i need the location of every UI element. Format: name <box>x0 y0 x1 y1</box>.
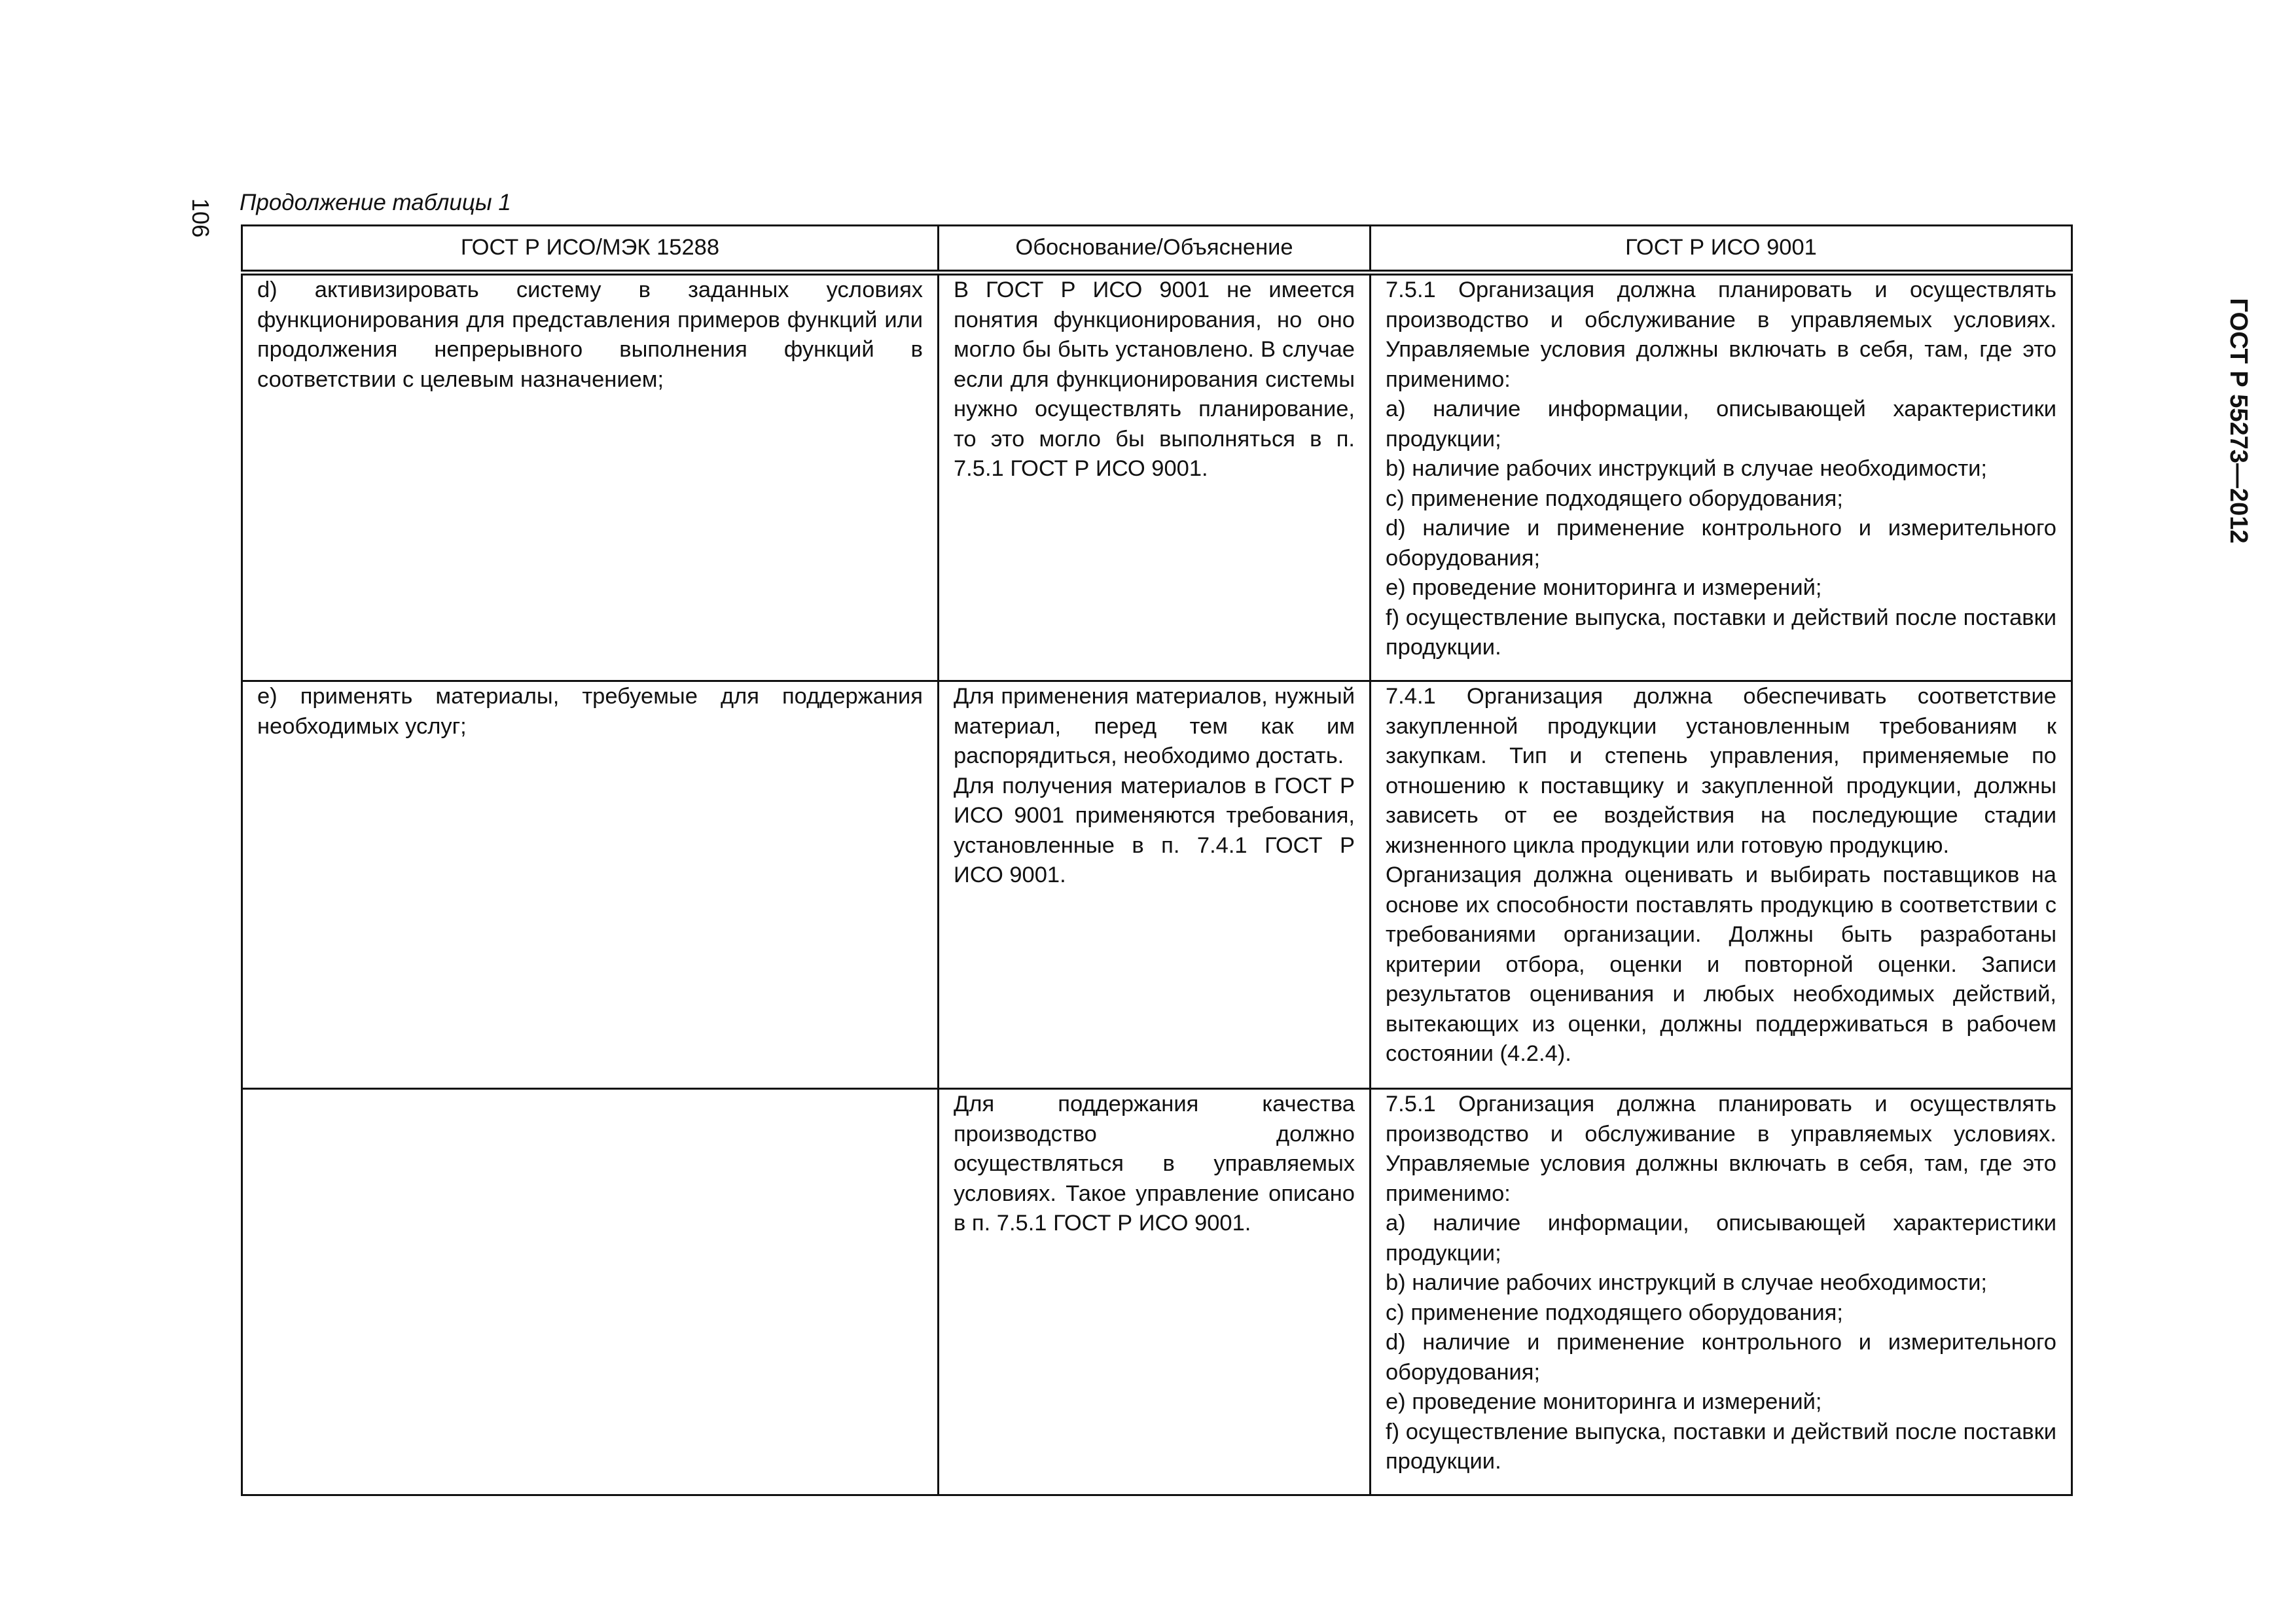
table-row <box>242 273 2072 681</box>
table-row <box>242 681 2072 1089</box>
comparison-table <box>241 224 2073 1496</box>
list-item: d) наличие и применение контрольного и измерительного оборудования; <box>1386 1330 2056 1385</box>
list-item: c) применение подходящего оборудования; <box>1386 1300 1843 1325</box>
table-header-row <box>242 226 2072 273</box>
cell-requirement: d) активизировать систему в заданных условиях функционирования для представления примеров функций или продолжения непрерывного выполнения функций в соответствии с целевым назначением; <box>242 273 939 681</box>
cell-requirement: е) применять материалы, требуемые для поддержания необходимых услуг; <box>242 681 939 1089</box>
header-iso-9001: ГОСТ Р ИСО 9001 <box>1371 226 2072 273</box>
paragraph: 7.5.1 Организация должна планировать и осуществлять производство и обслуживание в управляемых условиях. Управляемые условия должны включать в себя, там, где это применимо: <box>1386 277 2056 392</box>
table-row <box>242 1089 2072 1495</box>
list-item: b) наличие рабочих инструкций в случае необходимости; <box>1386 1270 1988 1295</box>
list-item: а) наличие информации, описывающей характеристики продукции; <box>1386 1211 2056 1266</box>
list-item: f) осуществление выпуска, поставки и действий после поставки продукции. <box>1386 1419 2056 1474</box>
cell-iso-9001 <box>1371 681 2072 1089</box>
paragraph: 7.5.1 Организация должна планировать и осуществлять производство и обслуживание в управляемых условиях. Управляемые условия должны включать в себя, там, где это применимо: <box>1386 1092 2056 1206</box>
page-number: 106 <box>187 198 215 238</box>
paragraph: Организация должна оценивать и выбирать поставщиков на основе их способности поставлять продукцию в соответствии с требованиями организации. Должны быть разработаны критерии отбора, оценки и повторной оценки. Записи результатов оценивания и любых необходимых действий, вытекающих из оценки, должны поддерживаться в рабочем состоянии (4.2.4). <box>1386 863 2056 1066</box>
paragraph: Для применения материалов, нужный материал, перед тем как им распорядиться, необходимо достать. <box>954 684 1355 768</box>
list-item: e) проведение мониторинга и измерений; <box>1386 1389 1822 1414</box>
cell-rationale <box>939 681 1371 1089</box>
cell-iso-9001 <box>1371 1089 2072 1495</box>
cell-rationale: В ГОСТ Р ИСО 9001 не имеется понятия функционирования, но оно могло бы быть установлено. В случае если для функционирования системы нужно осуществлять планирование, то это могло бы выполняться в п. 7.5.1 ГОСТ Р ИСО 9001. <box>939 273 1371 681</box>
list-item: f) осуществление выпуска, поставки и действий после поставки продукции. <box>1386 605 2056 660</box>
paragraph: Для получения материалов в ГОСТ Р ИСО 9001 применяются требования, установленные в п. 7.4.1 ГОСТ Р ИСО 9001. <box>954 773 1355 887</box>
standard-code: ГОСТ Р 55273—2012 <box>2225 298 2252 544</box>
cell-rationale: Для поддержания качества производство должно осуществляться в управляемых условиях. Такое управление описано в п. 7.5.1 ГОСТ Р ИСО 9001. <box>939 1089 1371 1495</box>
list-item: b) наличие рабочих инструкций в случае необходимости; <box>1386 456 1988 481</box>
header-rationale: Обоснование/Объяснение <box>939 226 1371 273</box>
cell-requirement <box>242 1089 939 1495</box>
list-item: а) наличие информации, описывающей характеристики продукции; <box>1386 397 2056 452</box>
cell-iso-9001 <box>1371 273 2072 681</box>
table-caption: Продолжение таблицы 1 <box>240 190 511 215</box>
header-iso-iec-15288: ГОСТ Р ИСО/МЭК 15288 <box>242 226 939 273</box>
list-item: c) применение подходящего оборудования; <box>1386 486 1843 511</box>
list-item: d) наличие и применение контрольного и измерительного оборудования; <box>1386 516 2056 571</box>
paragraph: 7.4.1 Организация должна обеспечивать соответствие закупленной продукции установленным требованиям к закупкам. Тип и степень управления, применяемые по отношению к поставщику и закупленной продукции, должны зависеть от ее воздействия на последующие стадии жизненного цикла продукции или готовую продукцию. <box>1386 684 2056 858</box>
list-item: e) проведение мониторинга и измерений; <box>1386 575 1822 600</box>
